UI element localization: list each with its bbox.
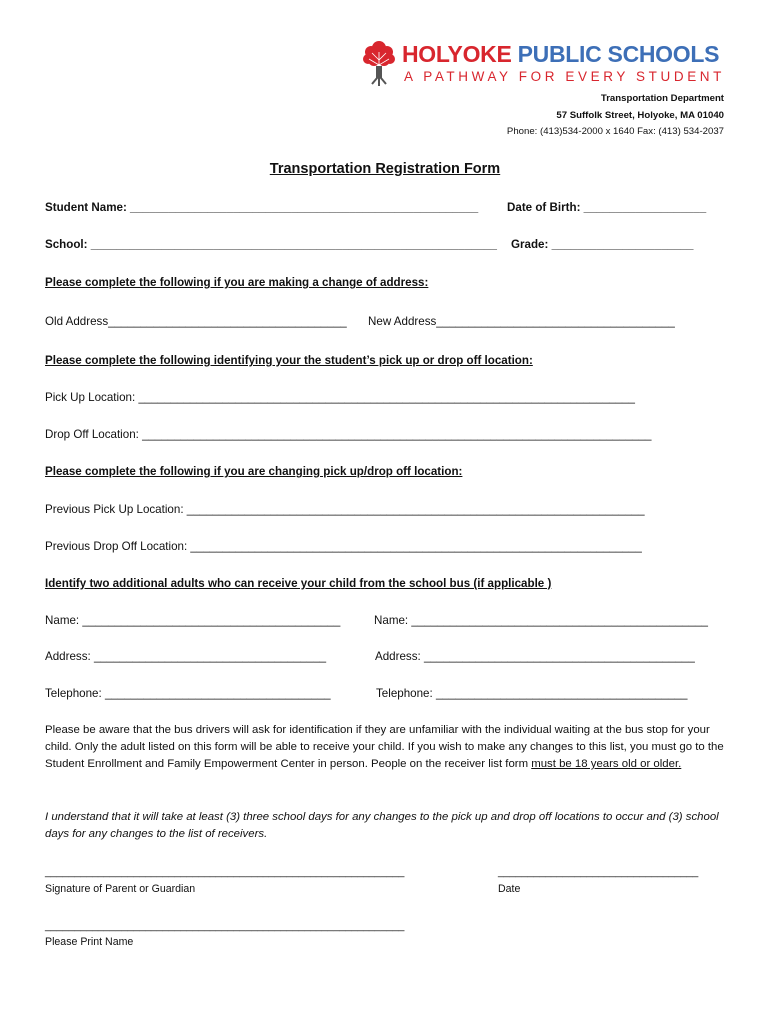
adult2-name-field[interactable]: Name: ______________________________________________ — [374, 614, 708, 627]
notice-paragraph — [45, 722, 729, 773]
pickup-location-field[interactable]: Pick Up Location: _____________________________________________________________________________ — [45, 391, 635, 404]
district-tagline: A PATHWAY FOR EVERY STUDENT — [404, 69, 725, 84]
adult1-address-field[interactable]: Address: ____________________________________ — [45, 650, 327, 663]
print-name-label: Please Print Name — [45, 936, 134, 948]
address-change-heading: Please complete the following if you are making a change of address: — [45, 276, 429, 289]
tree-logo-icon — [362, 38, 396, 90]
district-name-part2: PUBLIC SCHOOLS — [517, 41, 720, 67]
old-address-field[interactable]: Old Address_____________________________________ — [45, 315, 347, 328]
form-title: Transportation Registration Form — [269, 161, 501, 177]
school-field[interactable]: School: _______________________________________________________________ — [45, 238, 497, 251]
adult1-telephone-field[interactable]: Telephone: ___________________________________ — [45, 687, 331, 700]
date-line[interactable]: __________________________________ — [498, 866, 699, 878]
print-name-line[interactable]: _____________________________________________________________ — [45, 920, 405, 932]
department-address: 57 Suffolk Street, Holyoke, MA 01040 — [556, 110, 724, 121]
dropoff-location-field[interactable]: Drop Off Location: _______________________________________________________________________________ — [45, 428, 652, 441]
date-of-birth-field[interactable]: Date of Birth: ___________________ — [507, 201, 707, 214]
date-label: Date — [498, 883, 521, 895]
department-phone: Phone: (413)534-2000 x 1640 Fax: (413) 534-2037 — [506, 126, 724, 137]
adult2-address-field[interactable]: Address: __________________________________________ — [375, 650, 695, 663]
adults-heading: Identify two additional adults who can receive your child from the school bus (if applicable ) — [45, 577, 552, 590]
notice-age-requirement: must be 18 years old or older. — [531, 758, 682, 770]
grade-field[interactable]: Grade: ______________________ — [511, 238, 694, 251]
signature-line[interactable]: _____________________________________________________________ — [45, 866, 405, 878]
student-name-field[interactable]: Student Name: ______________________________________________________ — [45, 201, 479, 214]
new-address-field[interactable]: New Address_____________________________________ — [368, 315, 675, 328]
locations-heading: Please complete the following identifying your the student’s pick up or drop off location: — [45, 354, 533, 367]
previous-dropoff-field[interactable]: Previous Drop Off Location: ______________________________________________________________________ — [45, 540, 642, 553]
acknowledgement-paragraph: I understand that it will take at least (3) three school days for any changes to the pick up and drop off locations to occur and (3) school days for any changes to the list of receivers. — [45, 811, 719, 840]
district-logo — [362, 38, 732, 96]
location-change-heading: Please complete the following if you are changing pick up/drop off location: — [45, 465, 463, 478]
previous-pickup-field[interactable]: Previous Pick Up Location: _______________________________________________________________________ — [45, 503, 645, 516]
signature-label: Signature of Parent or Guardian — [45, 883, 196, 895]
district-name — [402, 41, 719, 68]
adult1-name-field[interactable]: Name: ________________________________________ — [45, 614, 341, 627]
adult2-telephone-field[interactable]: Telephone: _______________________________________ — [376, 687, 688, 700]
district-name-part1: HOLYOKE — [402, 41, 512, 67]
department-name: Transportation Department — [600, 93, 724, 104]
notice-text: Please be aware that the bus drivers will ask for identification if they are unfamiliar with the individual waiting at the bus stop for your child. Only the adult listed on this form will be able to receive your child. If you wish to make any changes to this list, you must go to the Student Enrollment and Family Empowerment Center in person. People on the receiver list form — [45, 724, 724, 770]
